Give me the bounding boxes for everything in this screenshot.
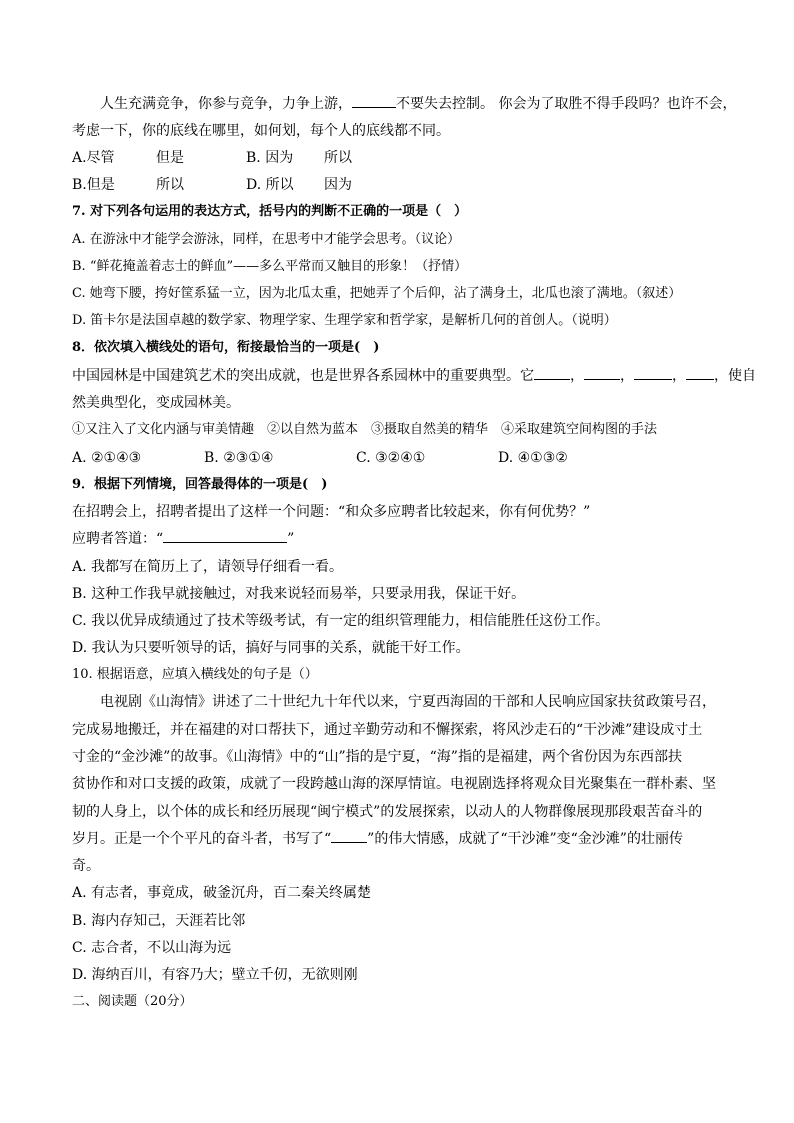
q10-passage-line-2: 完成易地搬迁，并在福建的对口帮扶下，通过辛勤劳动和不懈探索，将风沙走石的“干沙滩”建设成寸土 xyxy=(72,722,703,738)
intro-line-2: 考虑一下，你的底线在哪里，如何划，每个人的底线都不同。 xyxy=(72,123,450,139)
q10-passage-line-6-b: ”的伟大情感，成就了“干沙滩”变“金沙滩”的壮丽传 xyxy=(367,831,683,847)
intro-line-1 xyxy=(100,94,736,114)
fill-blank xyxy=(634,366,672,380)
q10-option-d: D. 海纳百川，有容乃大；壁立千仞，无欲则刚 xyxy=(72,967,358,983)
q7-option-d: D. 笛卡尔是法国卓越的数学家、物理学家、生理学家和哲学家，是解析几何的首创人。（说明） xyxy=(72,313,617,328)
q10-option-b: B. 海内存知己，天涯若比邻 xyxy=(72,913,246,929)
intro-option-a: A.尽管 xyxy=(72,150,115,166)
q8-passage-tail: ，使自 xyxy=(714,368,756,384)
section-2-heading: 二、阅读题（20分） xyxy=(72,994,193,1009)
q9-option-b: B. 这种工作我早就接触过，对我来说轻而易举，只要录用我，保证干好。 xyxy=(72,586,526,602)
q10-passage-line-7: 奇。 xyxy=(72,858,100,874)
fill-blank xyxy=(534,366,570,380)
intro-option-c-word2: 所以 xyxy=(156,177,184,193)
q9-option-d: D. 我认为只要听领导的话，搞好与同事的关系，就能干好工作。 xyxy=(72,640,470,656)
q8-title: 8．依次填入横线处的语句，衔接最恰当的一项是( ) xyxy=(72,340,380,355)
q10-passage-line-6-a: 岁月。正是一个个平凡的奋斗者，书写了“ xyxy=(72,831,332,847)
q9-option-a: A. 我都写在简历上了，请领导仔细看一看。 xyxy=(72,559,344,575)
fill-blank xyxy=(331,829,367,843)
q8-passage-text: 中国园林是中国建筑艺术的突出成就，也是世界各系园林中的重要典型。它 xyxy=(72,368,534,384)
q8-items: ①又注入了文化内涵与审美情趣 ②以自然为蓝本 ③摄取自然美的精华 ④采取建筑空间构图的手法 xyxy=(72,422,658,437)
q10-passage-line-3: 寸金的“金沙滩”的故事。《山海情》中的“山”指的是宁夏，“海”指的是福建，两个省份因为东西部扶 xyxy=(72,749,682,765)
q8-option-b: B. ②③①④ xyxy=(204,450,274,466)
intro-option-a-word2: 但是 xyxy=(156,150,184,166)
q10-passage-line-5: 韧的人身上，以个体的成长和经历展现“闽宁模式”的发展探索，以动人的人物群像展现那段艰苦奋斗的 xyxy=(72,804,703,820)
q8-option-a: A. ②①④③ xyxy=(72,450,142,466)
q8-option-d: D. ④①③② xyxy=(498,450,568,466)
q7-option-c: C. 她弯下腰，挎好筐系猛一立，因为北瓜太重，把她弄了个后仰，沾了满身土，北瓜也滚了满地。（叙述） xyxy=(72,286,682,301)
intro-line-1-a: 人生充满竞争，你参与竞争，力争上游， xyxy=(100,96,352,112)
q8-option-c: C. ③②④① xyxy=(356,450,426,466)
q7-option-b: B. “鲜花掩盖着志士的鲜血”——多么平常而又触目的形象！（抒情） xyxy=(72,259,468,274)
intro-option-d: D. 所以 xyxy=(246,177,294,193)
q10-passage-line-4: 贫协作和对口支援的政策，成就了一段跨越山海的深厚情谊。电视剧选择将观众目光聚集在一群朴素、坚 xyxy=(72,776,716,792)
q7-option-a: A. 在游泳中才能学会游泳，同样，在思考中才能学会思考。（议论） xyxy=(72,232,461,247)
q8-passage-line-1: 中国园林是中国建筑艺术的突出成就，也是世界各系园林中的重要典型。它 ， ， ， ，使自 xyxy=(72,368,756,384)
q10-title: 10. 根据语意，应填入横线处的句子是（） xyxy=(72,667,318,682)
q9-context: 在招聘会上，招聘者提出了这样一个问题：“和众多应聘者比较起来，你有何优势？” xyxy=(72,504,591,520)
q7-title: 7. 对下列各句运用的表达方式，括号内的判断不正确的一项是（ ） xyxy=(72,204,468,219)
intro-line-1-b: 不要失去控制。 你会为了取胜不得手段吗？也许不会， xyxy=(396,96,737,112)
q10-option-a: A. 有志者，事竟成，破釜沉舟，百二秦关终属楚 xyxy=(72,885,372,901)
q10-option-c: C. 志合者，不以山海为远 xyxy=(72,940,232,956)
intro-option-c: B.但是 xyxy=(72,177,115,193)
q10-passage-line-1: 电视剧《山海情》讲述了二十世纪九十年代以来，宁夏西海固的干部和人民响应国家扶贫政策号召， xyxy=(100,694,716,710)
q9-answer-prefix: 应聘者答道：“ xyxy=(72,531,164,547)
fill-blank xyxy=(352,94,396,108)
fill-blank xyxy=(686,366,714,380)
q9-answer-line xyxy=(72,529,294,549)
q9-answer-suffix: ” xyxy=(287,531,295,547)
q9-title: 9．根据下列情境，回答最得体的一项是( ) xyxy=(72,477,328,492)
q10-passage-line-6 xyxy=(72,829,683,849)
intro-option-b: B. 因为 xyxy=(246,150,294,166)
intro-option-b-word2: 所以 xyxy=(324,150,352,166)
q8-passage-line-2: 然美典型化，变成园林美。 xyxy=(72,395,240,411)
intro-option-d-word2: 因为 xyxy=(324,177,352,193)
q9-option-c: C. 我以优异成绩通过了技术等级考试，有一定的组织管理能力，相信能胜任这份工作。 xyxy=(72,613,610,629)
fill-blank xyxy=(163,529,287,543)
fill-blank xyxy=(584,366,620,380)
